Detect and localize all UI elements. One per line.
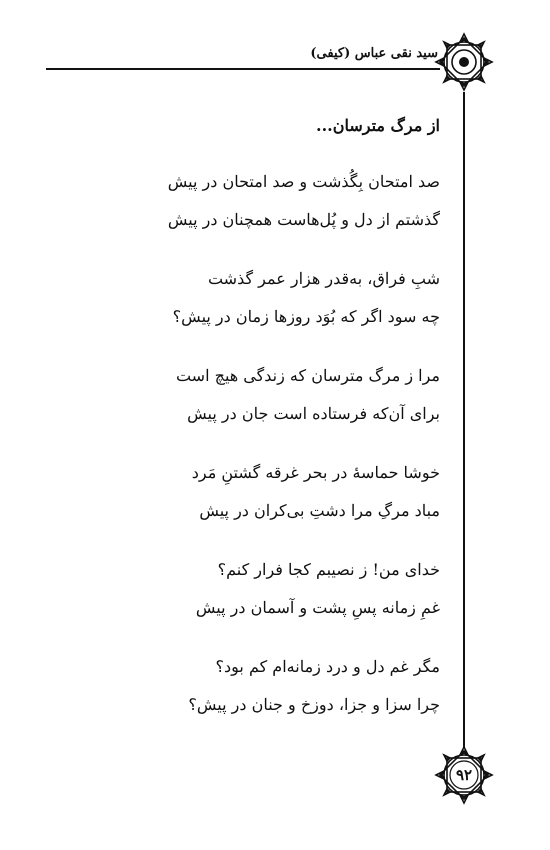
poem-title: از مرگ مترسان... (316, 116, 440, 135)
stanza (120, 366, 440, 463)
verse-line: صد امتحان بِگُذشت و صد امتحان در پیش (167, 172, 440, 191)
verse-line: خدای من! ز نصیبم کجا فرار کنم؟ (217, 560, 440, 579)
verse-line: مگر غم دل و درد زمانه‌ام کم بود؟ (215, 657, 440, 676)
margin-rule (463, 92, 465, 748)
header-rule (46, 68, 440, 70)
stanza (120, 560, 440, 657)
star-rosette-icon (434, 32, 494, 92)
verse-line: چرا سزا و جزا، دوزخ و جنان در پیش؟ (188, 695, 440, 714)
verse-line: برای آن‌که فرستاده است جان در پیش (187, 404, 440, 423)
stanza (120, 463, 440, 560)
verse-line: گذشتم از دل و پُل‌هاست همچنان در پیش (167, 210, 440, 229)
stanza (120, 172, 440, 269)
verse-line: مباد مرگِ مرا دشتِ بی‌کران در پیش (199, 501, 440, 520)
verse-line: خوشا حماسهٔ در بحر غرقه گشتنِ مَرد (191, 463, 440, 482)
poem-body (120, 172, 440, 754)
verse-line: شبِ فراق، به‌قدر هزار عمر گذشت (207, 269, 440, 288)
verse-line: مرا ز مرگ مترسان که زندگی هیچ است (175, 366, 440, 385)
running-header-author: سید نقی عباس (کیفی) (310, 46, 438, 61)
stanza (120, 269, 440, 366)
verse-line: چه سود اگر که بُوَد روزها زمان در پیش؟ (172, 307, 440, 326)
stanza (120, 657, 440, 754)
verse-line: غمِ زمانه پسِ پشت و آسمان در پیش (195, 598, 440, 617)
page-number: ۹۲ (455, 766, 473, 784)
